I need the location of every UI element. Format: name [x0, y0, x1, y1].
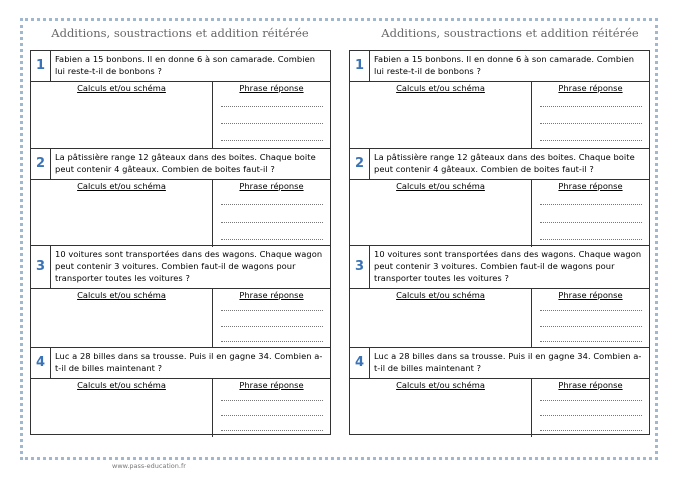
exercise-1-right	[350, 51, 649, 147]
exercise-number: 1	[350, 51, 370, 81]
exercise-number: 2	[31, 149, 51, 179]
answer-line[interactable]	[540, 341, 642, 342]
answer-area	[31, 288, 330, 348]
phrase-label: Phrase réponse	[558, 181, 623, 191]
answer-area	[350, 378, 649, 437]
answer-line[interactable]	[540, 415, 642, 416]
exercise-1-left	[31, 51, 330, 147]
answer-area	[350, 81, 649, 148]
answer-area	[31, 81, 330, 148]
answer-line[interactable]	[540, 239, 642, 240]
exercise-2-left	[31, 148, 330, 246]
calc-label: Calculs et/ou schéma	[396, 181, 485, 191]
answer-line[interactable]	[540, 140, 642, 141]
answer-area	[31, 179, 330, 247]
phrase-label: Phrase réponse	[239, 290, 304, 300]
answer-line[interactable]	[540, 106, 642, 107]
answer-line[interactable]	[221, 204, 323, 205]
phrase-label: Phrase réponse	[558, 380, 623, 390]
answer-line[interactable]	[221, 123, 323, 124]
phrase-label: Phrase réponse	[558, 83, 623, 93]
answer-line[interactable]	[540, 222, 642, 223]
exercise-question: La pâtissière range 12 gâteaux dans des boites. Chaque boite peut contenir 4 gâteaux. Combien de boites faut-il ?	[55, 152, 316, 174]
calc-label: Calculs et/ou schéma	[77, 83, 166, 93]
answer-line[interactable]	[221, 341, 323, 342]
page-title-left: Additions, soustractions et addition réitérée	[51, 26, 309, 40]
answer-line[interactable]	[540, 326, 642, 327]
calc-label: Calculs et/ou schéma	[396, 83, 485, 93]
exercise-3-left	[31, 245, 330, 347]
calc-label: Calculs et/ou schéma	[77, 380, 166, 390]
exercise-number: 3	[350, 246, 370, 288]
answer-line[interactable]	[540, 310, 642, 311]
answer-line[interactable]	[540, 123, 642, 124]
calc-label: Calculs et/ou schéma	[396, 290, 485, 300]
answer-line[interactable]	[221, 239, 323, 240]
exercise-number: 3	[31, 246, 51, 288]
exercise-2-right	[350, 148, 649, 246]
answer-line[interactable]	[221, 400, 323, 401]
answer-line[interactable]	[540, 204, 642, 205]
answer-line[interactable]	[221, 140, 323, 141]
exercise-question: La pâtissière range 12 gâteaux dans des boites. Chaque boite peut contenir 4 gâteaux. Combien de boites faut-il ?	[374, 152, 635, 174]
exercise-number: 1	[31, 51, 51, 81]
answer-line[interactable]	[221, 106, 323, 107]
answer-area	[350, 288, 649, 348]
exercise-question: Luc a 28 billes dans sa trousse. Puis il en gagne 34. Combien a-t-il de billes maintenant ?	[55, 351, 323, 373]
answer-line[interactable]	[540, 430, 642, 431]
answer-line[interactable]	[221, 326, 323, 327]
exercise-question: Fabien a 15 bonbons. Il en donne 6 à son camarade. Combien lui reste-t-il de bonbons ?	[55, 54, 316, 76]
answer-area	[31, 378, 330, 437]
exercise-question: 10 voitures sont transportées dans des wagons. Chaque wagon peut contenir 3 voitures. Combien faut-il de wagons pour transporter toutes les voitures ?	[55, 249, 323, 283]
exercise-number: 4	[350, 348, 370, 378]
exercise-number: 2	[350, 149, 370, 179]
exercise-number: 4	[31, 348, 51, 378]
worksheet-right	[349, 50, 650, 435]
calc-label: Calculs et/ou schéma	[77, 181, 166, 191]
exercise-4-right	[350, 347, 649, 436]
exercise-question: Luc a 28 billes dans sa trousse. Puis il en gagne 34. Combien a-t-il de billes maintenant ?	[374, 351, 642, 373]
worksheet-left	[30, 50, 331, 435]
footer-url: www.pass-education.fr	[112, 462, 186, 470]
answer-line[interactable]	[221, 415, 323, 416]
calc-label: Calculs et/ou schéma	[77, 290, 166, 300]
phrase-label: Phrase réponse	[239, 380, 304, 390]
answer-line[interactable]	[221, 222, 323, 223]
exercise-4-left	[31, 347, 330, 436]
answer-line[interactable]	[540, 400, 642, 401]
phrase-label: Phrase réponse	[558, 290, 623, 300]
answer-area	[350, 179, 649, 247]
exercise-question: 10 voitures sont transportées dans des wagons. Chaque wagon peut contenir 3 voitures. Combien faut-il de wagons pour transporter toutes les voitures ?	[374, 249, 642, 283]
exercise-3-right	[350, 245, 649, 347]
page-title-right: Additions, soustractions et addition réitérée	[381, 26, 639, 40]
phrase-label: Phrase réponse	[239, 181, 304, 191]
exercise-question: Fabien a 15 bonbons. Il en donne 6 à son camarade. Combien lui reste-t-il de bonbons ?	[374, 54, 635, 76]
answer-line[interactable]	[221, 310, 323, 311]
answer-line[interactable]	[221, 430, 323, 431]
calc-label: Calculs et/ou schéma	[396, 380, 485, 390]
phrase-label: Phrase réponse	[239, 83, 304, 93]
